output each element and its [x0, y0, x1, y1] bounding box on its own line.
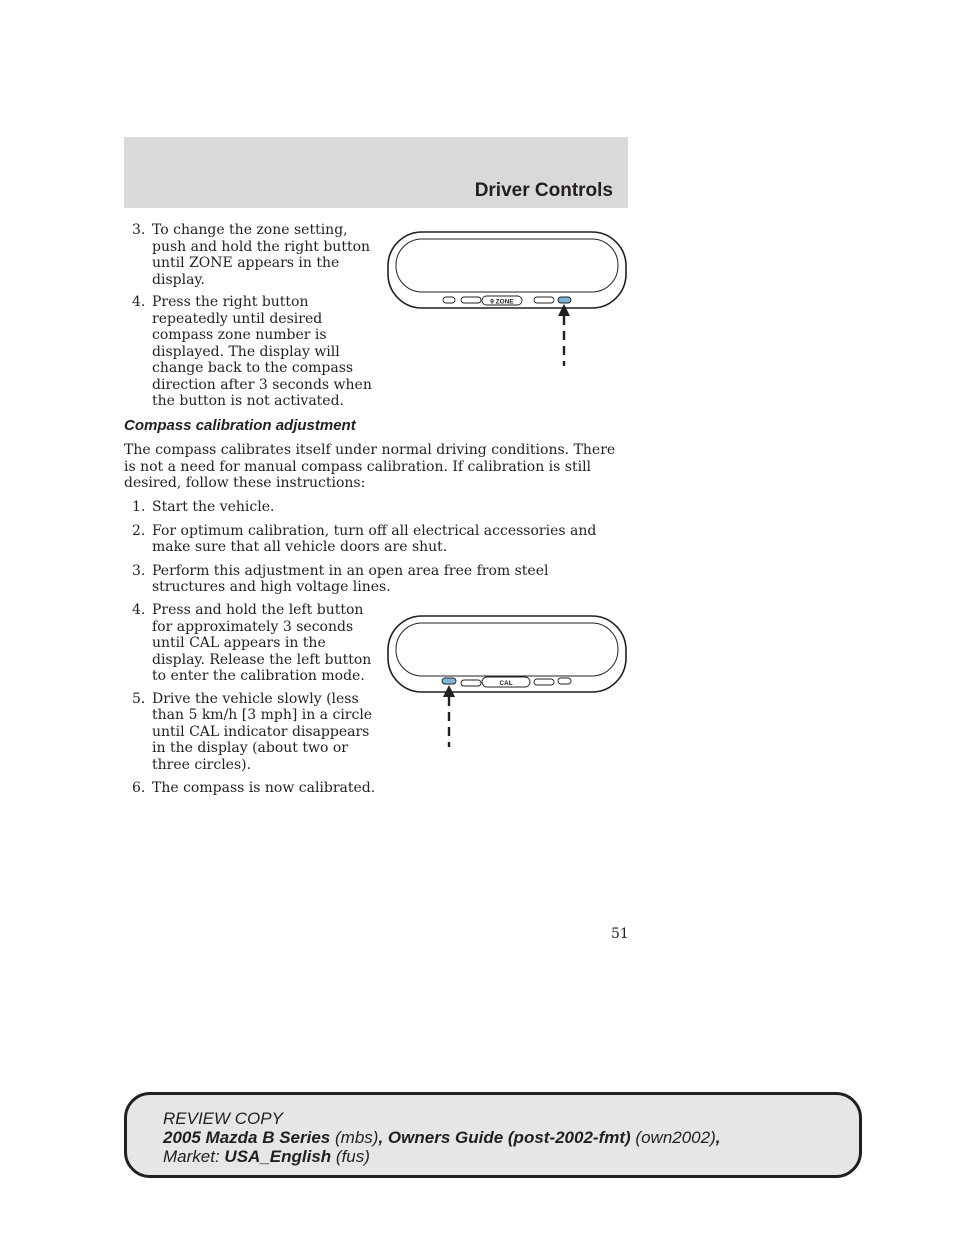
footer-text: REVIEW COPY 2005 Mazda B Series (mbs), Owners Guide (post-2002-fmt) (own2002), Market: USA_English (fus) — [163, 1109, 721, 1166]
list-item — [124, 691, 378, 774]
step-number: 2. — [132, 522, 146, 539]
zone-steps-list — [124, 222, 374, 410]
step-text: Press the right button repeatedly until desired compass zone number is displayed. The display will change back to the compass direction after 3 seconds when the button is not activated. — [152, 294, 372, 409]
mirror-zone-figure — [386, 230, 630, 370]
list-item — [124, 602, 378, 685]
list-item — [124, 294, 374, 410]
page-number: 51 — [611, 926, 629, 942]
step-text: For optimum calibration, turn off all electrical accessories and make sure that all vehicle doors are shut. — [152, 522, 597, 555]
market-code: (fus) — [335, 1147, 370, 1166]
model-name: 2005 Mazda B Series — [163, 1128, 331, 1147]
step-text: To change the zone setting, push and hold the right button until ZONE appears in the display. — [152, 222, 371, 288]
review-footer — [124, 1092, 862, 1178]
mirror-cal-illustration — [386, 614, 630, 750]
step-text: Press and hold the left button for approximately 3 seconds until CAL appears in the display. Release the left button to enter the calibration mode. — [152, 602, 372, 684]
step-number: 4. — [132, 294, 146, 310]
guide-code: (own2002) — [635, 1128, 716, 1147]
market-label: Market: — [163, 1147, 220, 1166]
zone-display-text: 9 ZONE — [490, 298, 514, 306]
list-item — [124, 222, 374, 288]
step-text: Perform this adjustment in an open area free from steel structures and high voltage lines. — [152, 562, 549, 595]
review-label: REVIEW COPY — [163, 1109, 283, 1128]
calibration-heading: Compass calibration adjustment — [124, 417, 356, 434]
step-number: 3. — [132, 222, 146, 238]
cal-display-text: CAL — [499, 680, 513, 687]
right-button-icon — [558, 297, 571, 303]
step-number: 5. — [132, 690, 146, 707]
mirror-zone-illustration — [386, 230, 630, 370]
guide-name: Owners Guide (post-2002-fmt) — [387, 1128, 631, 1147]
step-text: The compass is now calibrated. — [152, 780, 376, 796]
left-button-icon — [442, 678, 456, 684]
list-item — [124, 499, 624, 516]
step-text: Drive the vehicle slowly (less than 5 km/h [3 mph] in a circle until CAL indicator disappears in the display (about two or three circles). — [152, 690, 373, 773]
model-code: (mbs) — [335, 1128, 379, 1147]
step-number: 6. — [132, 780, 146, 796]
step-text: Start the vehicle. — [152, 499, 275, 515]
step-number: 4. — [132, 602, 146, 618]
calibration-intro: The compass calibrates itself under normal driving conditions. There is not a need for manual compass calibration. If calibration is still desired, follow these instructions: — [124, 442, 616, 491]
list-item — [124, 563, 624, 596]
list-item — [124, 523, 624, 556]
step-number: 1. — [132, 499, 146, 515]
section-title: Driver Controls — [474, 180, 613, 201]
section-header — [124, 137, 628, 208]
step-number: 3. — [132, 562, 146, 579]
calibration-steps-full — [124, 499, 624, 596]
calibration-steps-narrow — [124, 602, 378, 797]
market-name: USA_English — [224, 1147, 332, 1166]
mirror-cal-figure — [386, 614, 630, 750]
list-item — [124, 780, 378, 797]
